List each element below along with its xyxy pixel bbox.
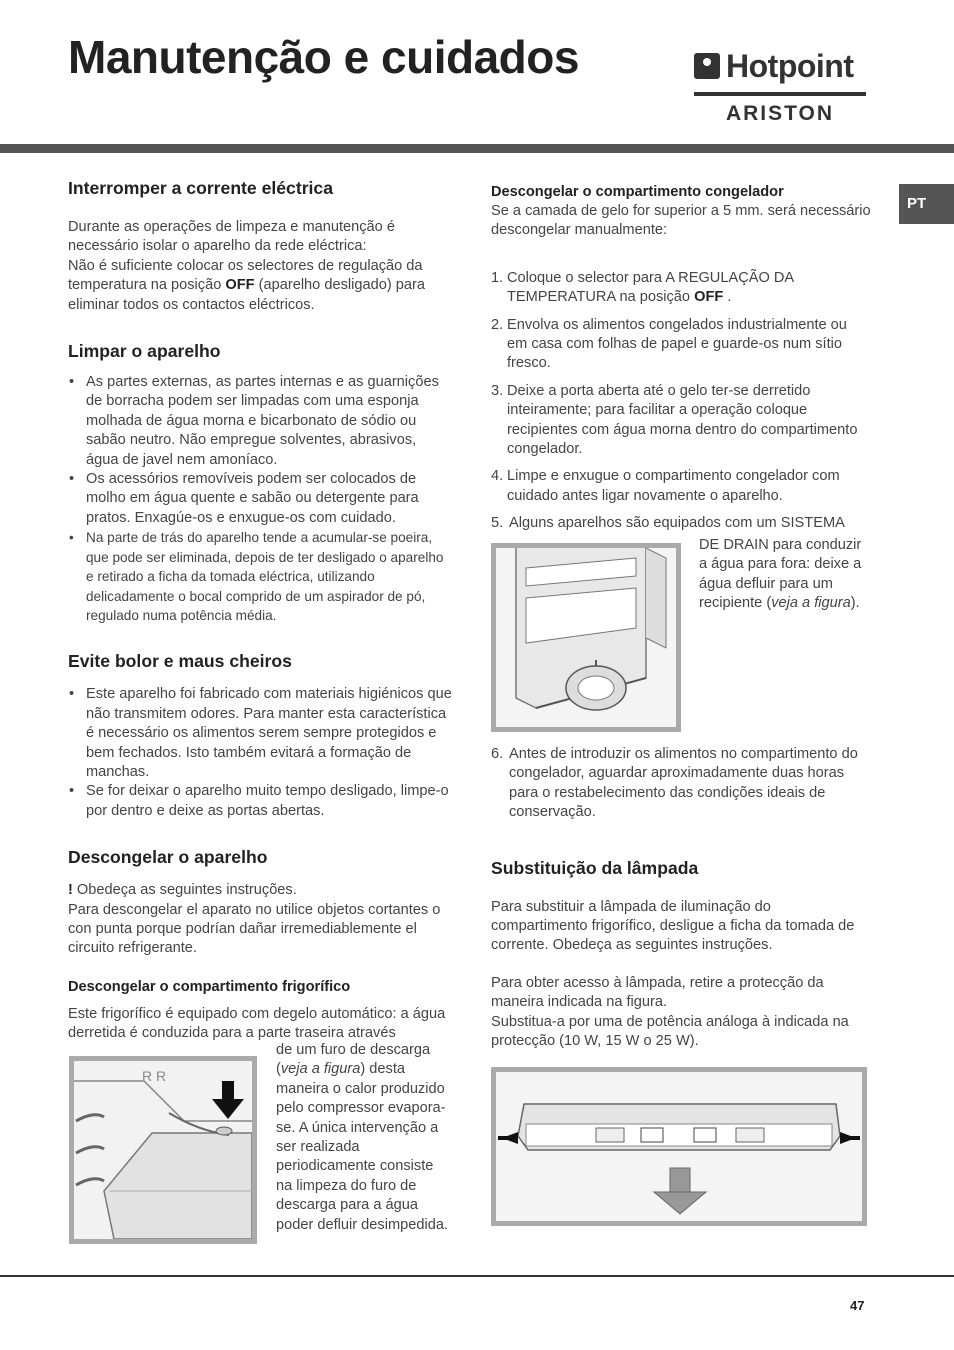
list-item: • Se for deixar o aparelho muito tempo desligado, limpe-o por dentro e deixe as portas abertas. <box>68 782 452 821</box>
cleaning-list <box>68 373 452 625</box>
lamp-cover-figure <box>491 1067 867 1226</box>
footer-divider <box>0 1275 954 1277</box>
right-column-lower <box>491 745 871 1051</box>
list-item: • Este aparelho foi fabricado com materiais higiénicos que não transmitem odores. Para manter esta característica é necessário os alimentos serem sempre protegidos e bem fechados. Isto também evitará a formação de manchas. <box>68 685 452 782</box>
language-tab: PT <box>899 184 954 224</box>
power-paragraph-1: Durante as operações de limpeza e manutenção é necessário isolar o aparelho da rede eléctrica: <box>68 219 395 255</box>
freezer-paragraph: Se a camada de gelo for superior a 5 mm. será necessário descongelar manualmente: <box>491 203 871 239</box>
lamp-paragraph-2: Para obter acesso à lâmpada, retire a protecção da maneira indicada na figura. <box>491 974 824 1011</box>
header-divider <box>0 144 954 153</box>
page-number: 47 <box>850 1298 865 1313</box>
brand-top: Hotpoint <box>726 48 854 84</box>
logo-rule <box>694 92 866 96</box>
list-item: 4. Limpe e enxugue o compartimento congelador com cuidado antes ligar novamente o aparelho. <box>491 468 840 504</box>
section-title-defrost: Descongelar o aparelho <box>68 847 268 868</box>
list-item: 3. Deixe a porta aberta até o gelo ter-se derretido inteiramente; para facilitar a operação coloque recipientes com água morna dentro do compartimento congelador. <box>491 382 858 458</box>
brand-bottom: ARISTON <box>725 102 835 125</box>
page-title: Manutenção e cuidados <box>68 31 579 83</box>
list-item: 5. Alguns aparelhos são equipados com um SISTEMA <box>491 515 845 532</box>
defrost-paragraph: Para descongelar el aparato no utilice objetos cortantes o con punta porque podrían dañar irremediablemente el circuito refrigerante. <box>68 901 441 957</box>
lamp-paragraph-3: Substitua-a por uma de potência análoga à indicada na protecção (10 W, 15 W o 25 W). <box>491 1013 849 1050</box>
list-item: 1. Coloque o selector para A REGULAÇÃO DA TEMPERATURA na posição OFF . <box>491 269 794 306</box>
drain-side-text: DE DRAIN para conduzir a água para fora: deixe a água defluir para um recipiente (veja a figura). <box>699 537 862 612</box>
section-title-mould: Evite bolor e maus cheiros <box>68 651 292 672</box>
section-title-cleaning: Limpar o aparelho <box>68 341 221 362</box>
figure-ref: veja a figura <box>280 1061 361 1078</box>
list-item: • As partes externas, as partes internas e as guarnições de borracha podem ser limpadas com uma esponja molhada de água morna e bicarbonato de sódio ou sabão neutro. Não empregue solventes, abrasivos, água de javel nem amoníaco. <box>68 373 452 470</box>
freezer-steps <box>491 269 871 534</box>
list-item: • Na parte de trás do aparelho tende a acumular-se poeira, que pode ser eliminada, depois de ter desligado o aparelho e retirado a ficha da tomada eléctrica, utilizando delicadamente o bocal comprido de um aspirador de pó, regulado numa potência média. <box>68 528 452 625</box>
figure-ref: veja a figura <box>771 595 851 612</box>
section-title-power: Interromper a corrente eléctrica <box>68 178 333 198</box>
power-paragraph-2: Não é suficiente colocar os selectores de regulação da temperatura na posição OFF (aparelho desligado) para eliminar todos os contactos eléctricos. <box>68 257 425 313</box>
right-column <box>491 182 871 534</box>
list-item: 6. Antes de introduzir os alimentos no compartimento do congelador, aguardar aproximadamente duas horas para o restabelecimento das condições ideais de conservação. <box>491 746 858 821</box>
list-item: 2. Envolva os alimentos congelados industrialmente ou em casa com folhas de papel e guarde-os num sítio fresco. <box>491 316 847 372</box>
drain-system-figure <box>491 543 681 732</box>
section-title-lamp: Substituição da lâmpada <box>491 857 699 878</box>
left-column <box>68 176 452 1044</box>
fridge-side-text: de um furo de descarga (veja a figura) desta maneira o calor produzido pelo compressor evapora-se. A única intervenção a ser realizada periodicamente consiste na limpeza do furo de descarga para a água poder defluir desimpedida. <box>276 1042 448 1233</box>
fridge-drain-figure <box>69 1056 257 1244</box>
svg-text:R R: R R <box>142 1068 167 1084</box>
brand-logo <box>694 50 868 128</box>
lamp-paragraph-1: Para substituir a lâmpada de iluminação do compartimento frigorífico, desligue a ficha da tomada de corrente. Obedeça as seguintes instruções. <box>491 898 855 954</box>
fridge-paragraph: Este frigorífico é equipado com degelo automático: a água derretida é conduzida para a parte traseira através <box>68 1005 446 1042</box>
freezer-steps-cont <box>491 745 871 823</box>
subsection-title-fridge: Descongelar o compartimento frigorífico <box>68 978 351 995</box>
hotpoint-mark-icon <box>694 53 720 79</box>
off-label: OFF <box>225 277 255 294</box>
subsection-title-freezer: Descongelar o compartimento congelador <box>491 184 784 200</box>
list-item: • Os acessórios removíveis podem ser colocados de molho em água quente e sabão ou detergente para pratos. Enxagúe-os e enxugue-os com cuidado. <box>68 470 452 528</box>
defrost-warning: ! Obedeça as seguintes instruções. <box>68 882 297 899</box>
mould-list <box>68 685 452 821</box>
warning-icon: ! <box>68 882 73 899</box>
